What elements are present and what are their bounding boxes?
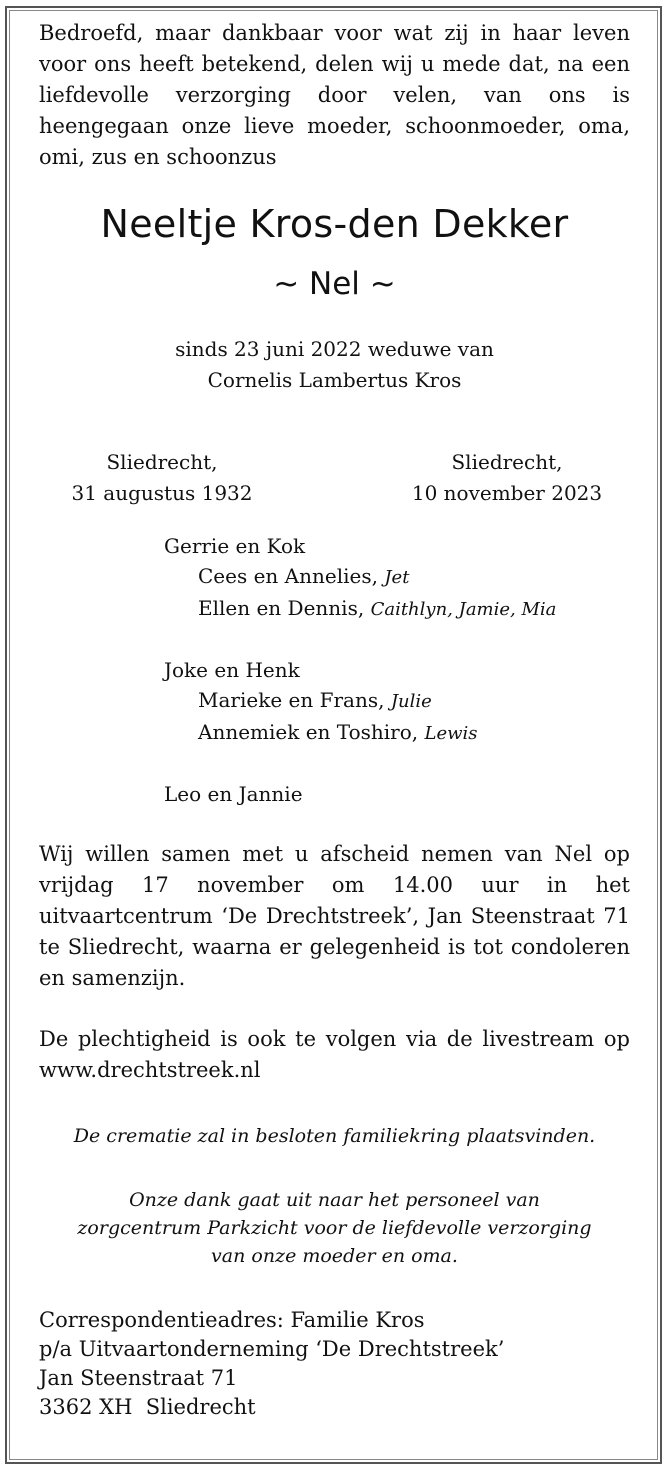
widow-line-2: Cornelis Lambertus Kros bbox=[207, 368, 462, 392]
life-dates bbox=[39, 447, 630, 509]
family-parents: Joke en Henk bbox=[164, 658, 300, 682]
deceased-nickname: ~ Nel ~ bbox=[273, 266, 396, 302]
family-child bbox=[164, 593, 630, 625]
thanks-line-1: Onze dank gaat uit naar het personeel van bbox=[129, 1189, 540, 1211]
family-group bbox=[164, 655, 630, 749]
family-parents: Leo en Jannie bbox=[164, 782, 303, 806]
obituary-notice bbox=[39, 18, 630, 1422]
death-info bbox=[385, 447, 629, 509]
thanks-note bbox=[39, 1186, 630, 1270]
death-date: 10 november 2023 bbox=[411, 481, 603, 505]
family-list bbox=[164, 531, 630, 809]
birth-date: 31 augustus 1932 bbox=[71, 481, 253, 505]
livestream-info: De plechtigheid is ook te volgen via de livestream op www.drechtstreek.nl bbox=[39, 1027, 630, 1082]
thanks-line-3: van onze moeder en oma. bbox=[211, 1245, 458, 1267]
child-names: Cees en Annelies, bbox=[198, 564, 378, 588]
child-names: Annemiek en Toshiro, bbox=[198, 720, 419, 744]
widow-line-1: sinds 23 juni 2022 weduwe van bbox=[175, 337, 494, 361]
grandchildren: Julie bbox=[390, 691, 432, 712]
grandchildren: Caithlyn, Jamie, Mia bbox=[370, 599, 557, 620]
address-line-1: Correspondentieadres: Familie Kros bbox=[39, 1308, 425, 1332]
thanks-line-2: zorgcentrum Parkzicht voor de liefdevolle verzorging bbox=[77, 1217, 592, 1239]
widow-statement bbox=[39, 334, 630, 396]
birth-place: Sliedrecht, bbox=[106, 450, 218, 474]
service-details: Wij willen samen met u afscheid nemen van Nel op vrijdag 17 november om 14.00 uur in het uitvaartcentrum ‘De Drechtstreek’, Jan Steenstraat 71 te Sliedrecht, waarna er gelegenheid is tot condoleren en samenzijn. bbox=[39, 842, 630, 990]
death-place: Sliedrecht, bbox=[451, 450, 563, 474]
birth-info bbox=[39, 447, 285, 509]
address-line-3: Jan Steenstraat 71 bbox=[39, 1366, 238, 1390]
child-names: Ellen en Dennis, bbox=[198, 596, 365, 620]
cremation-note: De crematie zal in besloten familiekring plaatsvinden. bbox=[73, 1125, 596, 1147]
address-line-4: 3362 XH Sliedrecht bbox=[39, 1395, 256, 1419]
grandchildren: Jet bbox=[384, 567, 410, 588]
family-group bbox=[164, 779, 630, 809]
family-group bbox=[164, 531, 630, 625]
family-child bbox=[164, 685, 630, 717]
intro-text: Bedroefd, maar dankbaar voor wat zij in haar leven voor ons heeft betekend, delen wij u mede dat, na een liefdevolle verzorging door velen, van ons is heengegaan onze lieve moeder, schoonmoeder, oma, omi, zus en schoonzus bbox=[39, 21, 630, 169]
family-parents: Gerrie en Kok bbox=[164, 534, 306, 558]
family-child bbox=[164, 561, 630, 593]
child-names: Marieke en Frans, bbox=[198, 688, 385, 712]
deceased-name: Neeltje Kros-den Dekker bbox=[100, 202, 569, 246]
grandchildren: Lewis bbox=[424, 723, 478, 744]
correspondence-address bbox=[39, 1306, 630, 1422]
family-child bbox=[164, 717, 630, 749]
address-line-2: p/a Uitvaartonderneming ‘De Drechtstreek’ bbox=[39, 1337, 505, 1361]
